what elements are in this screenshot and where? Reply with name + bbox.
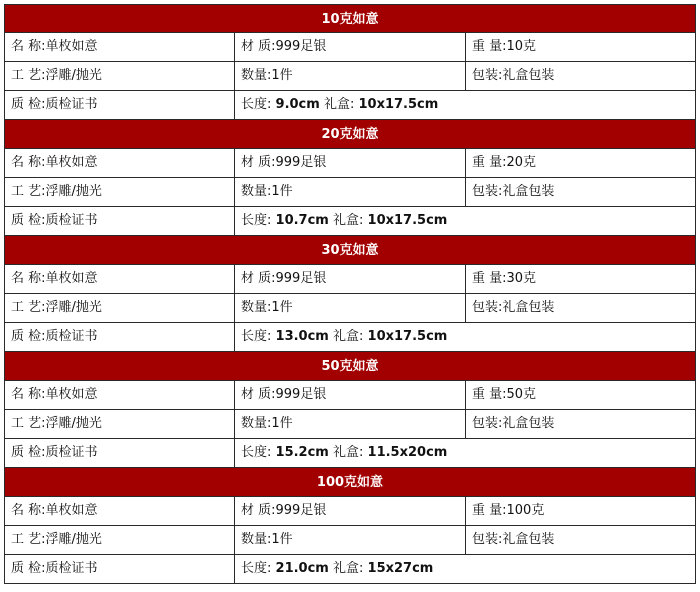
inspection-cell: 质 检:质检证书 — [5, 91, 235, 119]
table-row — [4, 91, 696, 120]
box-value: 15x27cm — [367, 561, 434, 576]
material-cell: 材 质:999足银 — [235, 149, 466, 177]
weight-cell: 重 量:100克 — [472, 503, 545, 518]
material-cell: 材 质:999足银 — [235, 265, 466, 293]
box-label: 礼盒: — [323, 97, 355, 112]
material-cell: 材 质:999足银 — [235, 33, 466, 61]
inspection-cell: 质 检:质检证书 — [5, 207, 235, 235]
package-cell: 包装:礼盒包装 — [472, 300, 555, 315]
quantity-cell: 数量:1件 — [235, 294, 466, 322]
length-value: 21.0cm — [275, 561, 329, 576]
name-cell: 名 称:单枚如意 — [5, 497, 235, 525]
length-label: 长度: — [241, 97, 272, 112]
table-row — [4, 207, 696, 236]
box-label: 礼盒: — [333, 213, 364, 228]
box-value: 10x17.5cm — [367, 213, 448, 228]
name-cell: 名 称:单枚如意 — [5, 381, 235, 409]
table-row — [4, 294, 696, 323]
weight-cell: 重 量:10克 — [472, 39, 537, 54]
weight-cell: 重 量:30克 — [472, 271, 537, 286]
material-cell: 材 质:999足银 — [235, 497, 466, 525]
box-value: 10x17.5cm — [367, 329, 448, 344]
variant-title: 30克如意 — [4, 236, 696, 265]
table-row — [4, 555, 696, 584]
craft-cell: 工 艺:浮雕/抛光 — [5, 526, 235, 554]
dimensions-cell — [235, 439, 695, 467]
weight-cell: 重 量:20克 — [472, 155, 537, 170]
quantity-cell: 数量:1件 — [235, 178, 466, 206]
variant-block-30g — [4, 236, 696, 352]
dimensions-cell — [235, 555, 695, 583]
box-label: 礼盒: — [333, 329, 364, 344]
table-row — [4, 62, 696, 91]
weight-cell: 重 量:50克 — [472, 387, 537, 402]
table-row — [4, 439, 696, 468]
package-cell: 包装:礼盒包装 — [472, 532, 555, 547]
variant-title: 20克如意 — [4, 120, 696, 149]
craft-cell: 工 艺:浮雕/抛光 — [5, 294, 235, 322]
variant-block-100g — [4, 468, 696, 584]
table-row — [4, 526, 696, 555]
box-label: 礼盒: — [333, 561, 364, 576]
box-label: 礼盒: — [333, 445, 364, 460]
dimensions-cell — [235, 207, 695, 235]
craft-cell: 工 艺:浮雕/抛光 — [5, 178, 235, 206]
package-cell: 包装:礼盒包装 — [472, 184, 555, 199]
box-value: 10x17.5cm — [358, 97, 439, 112]
quantity-cell: 数量:1件 — [235, 410, 466, 438]
table-row — [4, 33, 696, 62]
length-value: 13.0cm — [275, 329, 329, 344]
variant-title: 50克如意 — [4, 352, 696, 381]
variant-title: 10克如意 — [4, 4, 696, 33]
name-cell: 名 称:单枚如意 — [5, 149, 235, 177]
name-cell: 名 称:单枚如意 — [5, 33, 235, 61]
table-row — [4, 410, 696, 439]
variant-block-50g — [4, 352, 696, 468]
length-label: 长度: — [241, 445, 272, 460]
quantity-cell: 数量:1件 — [235, 526, 466, 554]
inspection-cell: 质 检:质检证书 — [5, 323, 235, 351]
length-value: 9.0cm — [275, 97, 320, 112]
dimensions-cell — [235, 323, 695, 351]
inspection-cell: 质 检:质检证书 — [5, 439, 235, 467]
package-cell: 包装:礼盒包装 — [472, 416, 555, 431]
table-row — [4, 265, 696, 294]
length-label: 长度: — [241, 561, 272, 576]
box-value: 11.5x20cm — [367, 445, 448, 460]
craft-cell: 工 艺:浮雕/抛光 — [5, 410, 235, 438]
spec-table — [4, 4, 696, 584]
length-label: 长度: — [241, 329, 272, 344]
length-value: 15.2cm — [275, 445, 329, 460]
material-cell: 材 质:999足银 — [235, 381, 466, 409]
variant-title: 100克如意 — [4, 468, 696, 497]
package-cell: 包装:礼盒包装 — [472, 68, 555, 83]
variant-block-10g — [4, 4, 696, 120]
table-row — [4, 497, 696, 526]
length-label: 长度: — [241, 213, 272, 228]
table-row — [4, 323, 696, 352]
name-cell: 名 称:单枚如意 — [5, 265, 235, 293]
quantity-cell: 数量:1件 — [235, 62, 466, 90]
inspection-cell: 质 检:质检证书 — [5, 555, 235, 583]
table-row — [4, 149, 696, 178]
table-row — [4, 381, 696, 410]
craft-cell: 工 艺:浮雕/抛光 — [5, 62, 235, 90]
length-value: 10.7cm — [275, 213, 329, 228]
table-row — [4, 178, 696, 207]
variant-block-20g — [4, 120, 696, 236]
dimensions-cell — [235, 91, 695, 119]
